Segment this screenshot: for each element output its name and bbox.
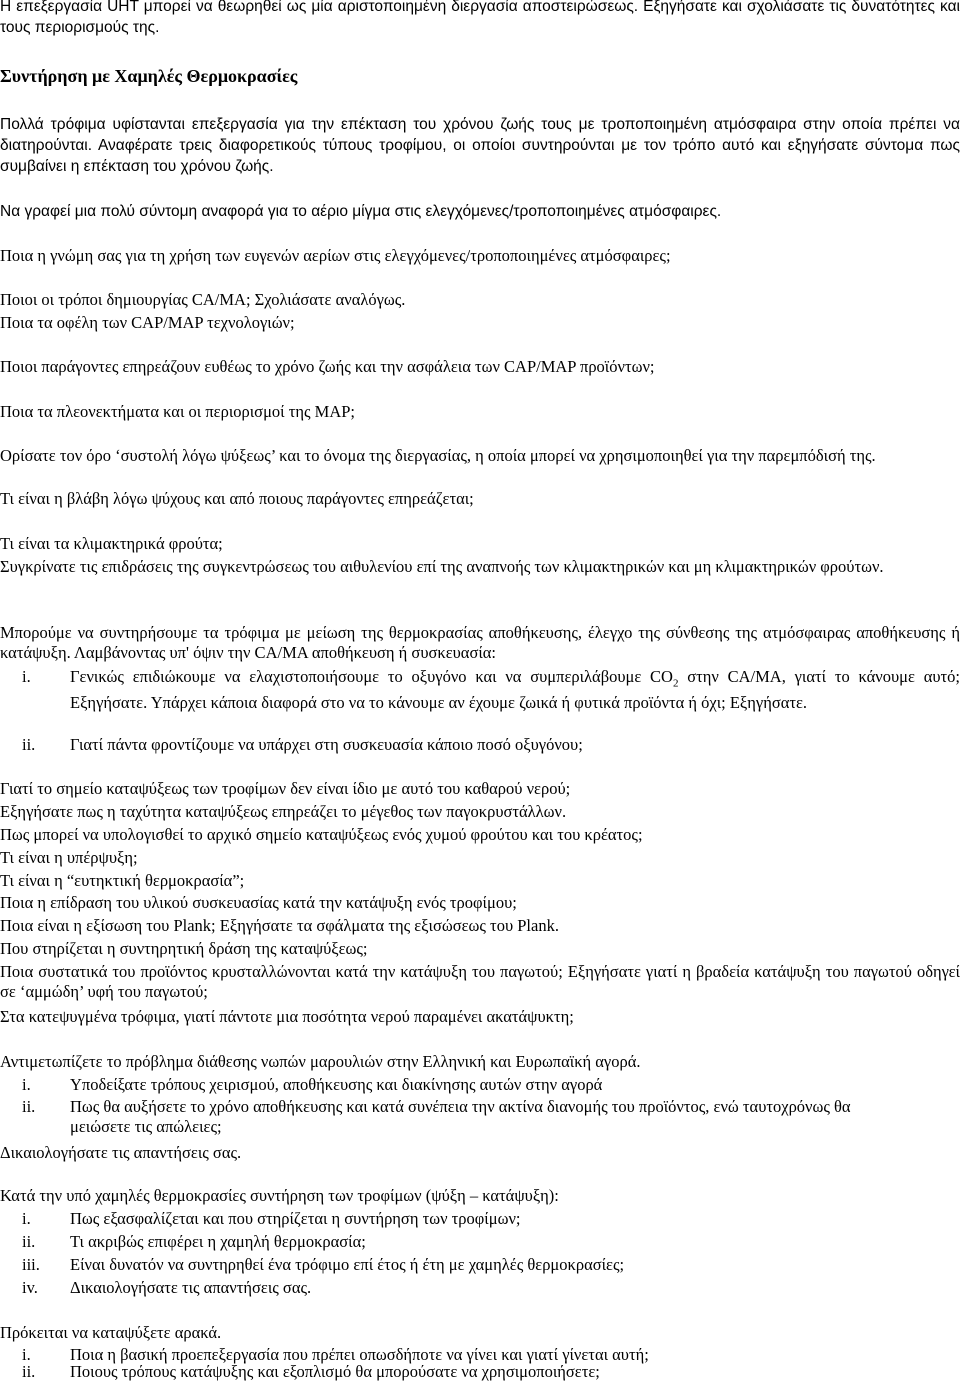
list-number: iii. bbox=[22, 1255, 40, 1274]
question-cold-shortening: Ορίσατε τον όρο ‘συστολή λόγω ψύξεως’ και το όνομα της διεργασίας, η οποία μπορεί να χρησιμοποιηθεί για την παρεμπόδισή της. bbox=[0, 446, 876, 465]
question-cap-map-factors: Ποιοι παράγοντες επηρεάζουν ευθέως το χρόνο ζωής και την ασφάλεια των CAP/MAP προϊόντων; bbox=[0, 357, 655, 376]
list-number: ii. bbox=[22, 1232, 36, 1251]
list-number: i. bbox=[22, 1209, 31, 1228]
list-text: Δικαιολογήσατε τις απαντήσεις σας. bbox=[70, 1278, 312, 1297]
list-number: i. bbox=[22, 1075, 31, 1094]
case-low-temp: Κατά την υπό χαμηλές θερμοκρασίες συντήρηση των τροφίμων (ψύξη – κατάψυξη): bbox=[0, 1186, 559, 1205]
question-supercooling: Τι είναι η υπέρψυξη; bbox=[0, 848, 138, 867]
question-freezing-preservation: Που στηρίζεται η συντηρητική δράση της καταψύξεως; bbox=[0, 939, 368, 958]
question-ca-ma-methods: Ποιοι οι τρόποι δημιουργίας CA/MA; Σχολιάσατε αναλόγως. bbox=[0, 290, 406, 309]
question-climacteric: Τι είναι τα κλιμακτηρικά φρούτα; bbox=[0, 534, 223, 553]
paragraph-storage-intro: Μπορούμε να συντηρήσουμε τα τρόφιμα με μείωση της θερμοκρασίας αποθήκευσης, έλεγχο της σύνθεσης της ατμόσφαιρας αποθήκευσης ή κατάψυξη. Λαμβάνοντας υπ' όψιν την CA/MA αποθήκευση ή συσκευασία: bbox=[0, 623, 960, 662]
list-number: ii. bbox=[22, 1362, 36, 1381]
question-unfrozen-water: Στα κατεψυγμένα τρόφιμα, γιατί πάντοτε μια ποσότητα νερού παραμένει ακατάψυκτη; bbox=[0, 1007, 574, 1026]
question-freezing-point: Γιατί το σημείο καταψύξεως των τροφίμων δεν είναι ίδιο με αυτό του καθαρού νερού; bbox=[0, 779, 571, 798]
list-text: Πως θα αυξήσετε το χρόνο αποθήκευσης και κατά συνέπεια την ακτίνα διανομής του προϊόντος, ενώ ταυτοχρόνως θα μειώσετε τις απώλειες; bbox=[70, 1097, 851, 1136]
list-number: i. bbox=[22, 667, 31, 686]
case-peas: Πρόκειται να καταψύξετε αρακά. bbox=[0, 1323, 222, 1342]
case-lettuce: Αντιμετωπίζετε το πρόβλημα διάθεσης νωπών μαρουλιών στην Ελληνική και Ευρωπαϊκή αγορά. bbox=[0, 1052, 641, 1071]
question-eutectic: Τι είναι η “ευτηκτική θερμοκρασία”; bbox=[0, 871, 245, 890]
list-text: Ποια η βασική προεπεξεργασία που πρέπει οπωσδήποτε να γίνει και γιατί γίνεται αυτή; bbox=[70, 1345, 649, 1364]
list-number: ii. bbox=[22, 735, 36, 754]
question-map-advantages: Ποια τα πλεονεκτήματα και οι περιορισμοί της MAP; bbox=[0, 402, 356, 421]
list-text: Γενικώς επιδιώκουμε να ελαχιστοποιήσουμε το οξυγόνο και να συμπεριλάβουμε $CO_2$ στην CA/MA, γιατί το κάνουμε αυτό; Εξηγήσατε. Υπάρχει κάποια διαφορά στο να το κάνουμε αν έχουμε ζωικά ή φυτικά προϊόντα ή όχι; Εξηγήσατε. bbox=[70, 667, 960, 713]
question-plank: Ποια είναι η εξίσωση του Plank; Εξηγήσατε τα σφάλματα της εξισώσεως του Plank. bbox=[0, 916, 559, 935]
case-lettuce-justify: Δικαιολογήσατε τις απαντήσεις σας. bbox=[0, 1143, 242, 1162]
question-ice-cream: Ποια συστατικά του προϊόντος κρυσταλλώνονται κατά την κατάψυξη του παγωτού; Εξηγήσατε γιατί η βραδεία κατάψυξη του παγωτού οδηγεί σε ‘αμμώδη’ υφή του παγωτού; bbox=[0, 962, 960, 1001]
list-text: Γιατί πάντα φροντίζουμε να υπάρχει στη συσκευασία κάποιο ποσό οξυγόνου; bbox=[70, 735, 583, 754]
question-gas-mixture: Να γραφεί μια πολύ σύντομη αναφορά για το αέριο μίγμα στις ελεγχόμενες/τροποποιημένες ατμόσφαιρες. bbox=[0, 203, 722, 220]
section-heading: Συντήρηση με Χαμηλές Θερμοκρασίες bbox=[0, 66, 298, 86]
list-text: Πως εξασφαλίζεται και που στηρίζεται η συντήρηση των τροφίμων; bbox=[70, 1209, 521, 1228]
question-freezing-rate: Εξηγήσατε πως η ταχύτητα καταψύξεως επηρεάζει το μέγεθος των παγοκρυστάλλων. bbox=[0, 802, 567, 821]
paragraph-uht: Η επεξεργασία UHT μπορεί να θεωρηθεί ως μία αριστοποιημένη διεργασία αποστειρώσεως. Εξηγήσατε και σχολιάσατε τις δυνατότητες και τους περιορισμούς της. bbox=[0, 0, 960, 36]
question-initial-freezing-point: Πως μπορεί να υπολογισθεί το αρχικό σημείο καταψύξεως ενός χυμού φρούτου και του κρέατος; bbox=[0, 825, 643, 844]
list-text: Υποδείξατε τρόπους χειρισμού, αποθήκευσης και διακίνησης αυτών στην αγορά bbox=[70, 1075, 603, 1094]
paragraph-map-intro: Πολλά τρόφιμα υφίστανται επεξεργασία για την επέκταση του χρόνου ζωής τους με τροποποιημένη ατμόσφαιρα στην οποία πρέπει να διατηρούνται. Αναφέρατε τρεις διαφορετικούς τύπους τροφίμου, οι οποίοι συντηρούνται με τον τρόπο αυτό και εξηγήσατε σύντομα πως συμβαίνει η επέκταση του χρόνου ζωής. bbox=[0, 116, 960, 175]
question-ethylene: Συγκρίνατε τις επιδράσεις της συγκεντρώσεως του αιθυλενίου επί της αναπνοής των κλιμακτηρικών και μη κλιμακτηρικών φρούτων. bbox=[0, 557, 884, 576]
question-noble-gases: Ποια η γνώμη σας για τη χρήση των ευγενών αερίων στις ελεγχόμενες/τροποποιημένες ατμόσφαιρες; bbox=[0, 246, 671, 265]
list-text: Ποιους τρόπους κατάψυξης και εξοπλισμό θα μπορούσατε να χρησιμοποιήσετε; bbox=[70, 1362, 600, 1381]
list-number: iv. bbox=[22, 1278, 38, 1297]
list-number: i. bbox=[22, 1345, 31, 1364]
list-text: Είναι δυνατόν να συντηρηθεί ένα τρόφιμο επί έτος ή έτη με χαμηλές θερμοκρασίες; bbox=[70, 1255, 625, 1274]
question-cap-map-benefits: Ποια τα οφέλη των CAP/MAP τεχνολογιών; bbox=[0, 313, 295, 332]
list-number: ii. bbox=[22, 1097, 36, 1116]
question-chilling-injury: Τι είναι η βλάβη λόγω ψύχους και από ποιους παράγοντες επηρεάζεται; bbox=[0, 489, 474, 508]
question-packaging: Ποια η επίδραση του υλικού συσκευασίας κατά την κατάψυξη ενός τροφίμου; bbox=[0, 893, 517, 912]
list-text: Τι ακριβώς επιφέρει η χαμηλή θερμοκρασία; bbox=[70, 1232, 366, 1251]
